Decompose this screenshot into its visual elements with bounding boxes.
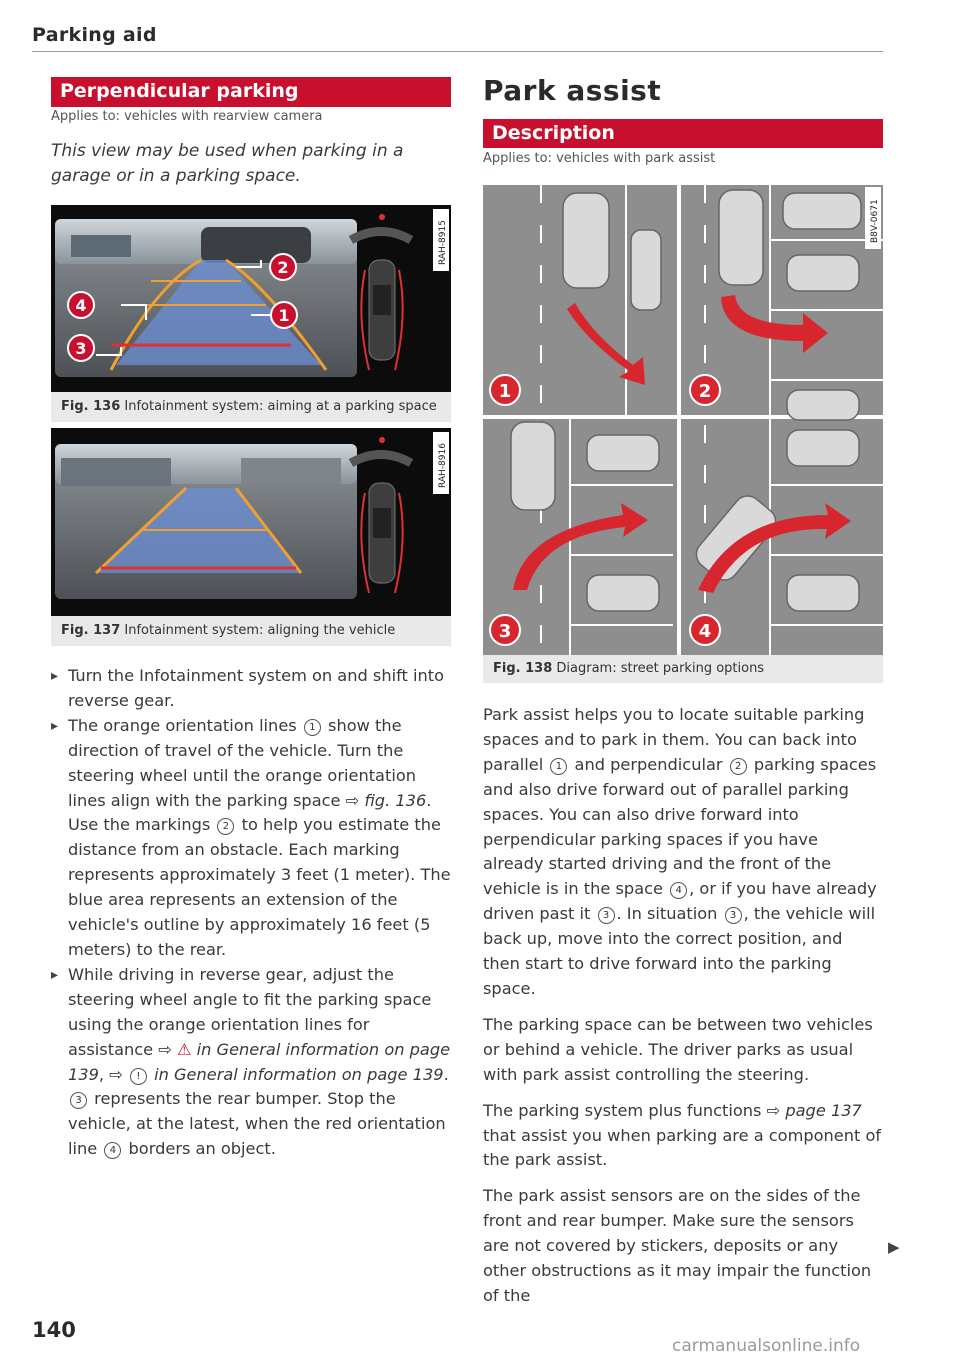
- paragraph-4: The park assist sensors are on the sides of the front and rear bumper. Make sure the sensors are not covered by stickers, deposits or any other obstructions as it may impair the function of the: [483, 1186, 872, 1305]
- page-137-link[interactable]: ⇨ page 137: [766, 1100, 862, 1120]
- svg-text:1: 1: [498, 381, 512, 402]
- fig136-caption: [51, 392, 451, 422]
- fig138-code: B8V-0671: [870, 199, 880, 243]
- svg-text:4: 4: [75, 296, 87, 315]
- marker-1-ref: 1: [304, 719, 321, 736]
- paragraph-1: Park assist helps you to locate suitable parking spaces and to park in them. You can back into parallel 1 and perpendicular 2 parking spaces and also drive forward out of parallel parking spaces. You can also drive forward into perpendicular parking spaces if you have already started driving and the front of the vehicle is in the space 4 , or if you have already driven past it 3 . In situation 3 , the vehicle will back up, move into the correct position, and then start to drive forward into the parking space.: [483, 705, 877, 998]
- fig138-caption: [483, 655, 883, 683]
- fig137-caption: [51, 616, 451, 646]
- diagram-marker-4-icon: [690, 615, 720, 645]
- general-info-link-1[interactable]: in General information on page 139: [68, 1039, 451, 1084]
- park-assist-title: Park assist: [483, 74, 662, 107]
- fig138-caption-text: Diagram: street parking options: [556, 661, 765, 676]
- figure-138-diagram: [483, 185, 883, 655]
- fig136-label: Fig. 136: [61, 399, 121, 414]
- note-icon: !: [130, 1068, 147, 1085]
- svg-text:1: 1: [278, 306, 290, 325]
- continue-arrow-icon: ▶: [888, 1238, 900, 1256]
- marker-3-ref: 3: [598, 907, 615, 924]
- bullet-3: ▸ While driving in reverse gear, adjust the steering wheel angle to fit the parking space using the orange orientation lines for assistance ⇨ ⚠ in General information on page 139, ⇨ ! in General information on page 139. 3 represents the rear bumper. Stop the vehicle, at the latest, when the red orientation line 4 borders an object.: [51, 963, 451, 1162]
- marker-3-ref: 3: [70, 1092, 87, 1109]
- marker-4-ref: 4: [104, 1142, 121, 1159]
- fig136-link[interactable]: ⇨ fig. 136: [345, 790, 427, 810]
- marker-3-ref: 3: [725, 907, 742, 924]
- fig137-svg: [51, 428, 451, 616]
- figure-136-camera-view: [51, 205, 451, 392]
- fig136-svg: [51, 205, 451, 392]
- section-header: Parking aid: [32, 24, 157, 46]
- svg-text:3: 3: [75, 339, 87, 358]
- marker-1-icon: [271, 302, 297, 328]
- fig137-label: Fig. 137: [61, 623, 121, 638]
- figure-137-camera-view: [51, 428, 451, 616]
- marker-2-ref: 2: [730, 758, 747, 775]
- marker-2-ref: 2: [217, 818, 234, 835]
- applies-to-left: Applies to: vehicles with rearview camera: [51, 109, 323, 124]
- warning-icon: ⚠: [176, 1039, 192, 1059]
- marker-2-icon: [270, 254, 296, 280]
- paragraph-2: The parking space can be between two vehicles or behind a vehicle. The driver parks as usual with park assist controlling the steering.: [483, 1014, 873, 1084]
- applies-to-right: Applies to: vehicles with park assist: [483, 151, 716, 166]
- marker-4-icon: [68, 292, 94, 318]
- marker-4-ref: 4: [670, 882, 687, 899]
- diagram-marker-3-icon: [490, 615, 520, 645]
- marker-3-icon: [68, 335, 94, 361]
- paragraph-3: The parking system plus functions ⇨ page 137 that assist you when parking are a component of the park assist.: [483, 1100, 882, 1170]
- page-number: 140: [32, 1318, 76, 1342]
- fig137-caption-text: Infotainment system: aligning the vehicle: [124, 623, 396, 638]
- intro-text: This view may be used when parking in a garage or in a parking space.: [51, 141, 404, 186]
- car-top-1: [563, 193, 609, 288]
- bullet-1: ▸ Turn the Infotainment system on and shift into reverse gear.: [51, 664, 451, 714]
- right-body: [483, 703, 883, 1320]
- diagram-marker-1-icon: [490, 375, 520, 405]
- svg-text:2: 2: [698, 381, 712, 402]
- svg-text:4: 4: [698, 621, 712, 642]
- fig138-svg: [483, 185, 883, 655]
- fig136-code: RAH-8915: [438, 220, 448, 265]
- fig137-code: RAH-8916: [438, 443, 448, 488]
- general-info-link-2[interactable]: in General information on page 139: [154, 1064, 444, 1084]
- svg-text:3: 3: [498, 621, 512, 642]
- parked-car-left: [71, 235, 131, 257]
- diagram-marker-2-icon: [690, 375, 720, 405]
- bullet-2: ▸ The orange orientation lines 1 show the direction of travel of the vehicle. Turn the steering wheel until the orange orientation lines align with the parking space ⇨ fig. 136. Use the markings 2 to help you estimate the distance from an obstacle. Each marking represents approximately 3 feet (1 meter). The blue area represents an extension of the vehicle's outline by approximately 16 feet (5 meters) to the rear.: [51, 714, 451, 963]
- marker-1-ref: 1: [550, 758, 567, 775]
- watermark: carmanualsonline.info: [672, 1336, 861, 1356]
- header-divider: [32, 51, 883, 52]
- parked-car-right: [201, 227, 311, 263]
- perpendicular-parking-heading: Perpendicular parking: [51, 77, 451, 107]
- svg-text:2: 2: [277, 258, 289, 277]
- fig138-label: Fig. 138: [493, 661, 553, 676]
- description-heading: Description: [483, 119, 883, 148]
- fig136-caption-text: Infotainment system: aiming at a parking space: [124, 399, 437, 414]
- left-instructions: [51, 664, 451, 1162]
